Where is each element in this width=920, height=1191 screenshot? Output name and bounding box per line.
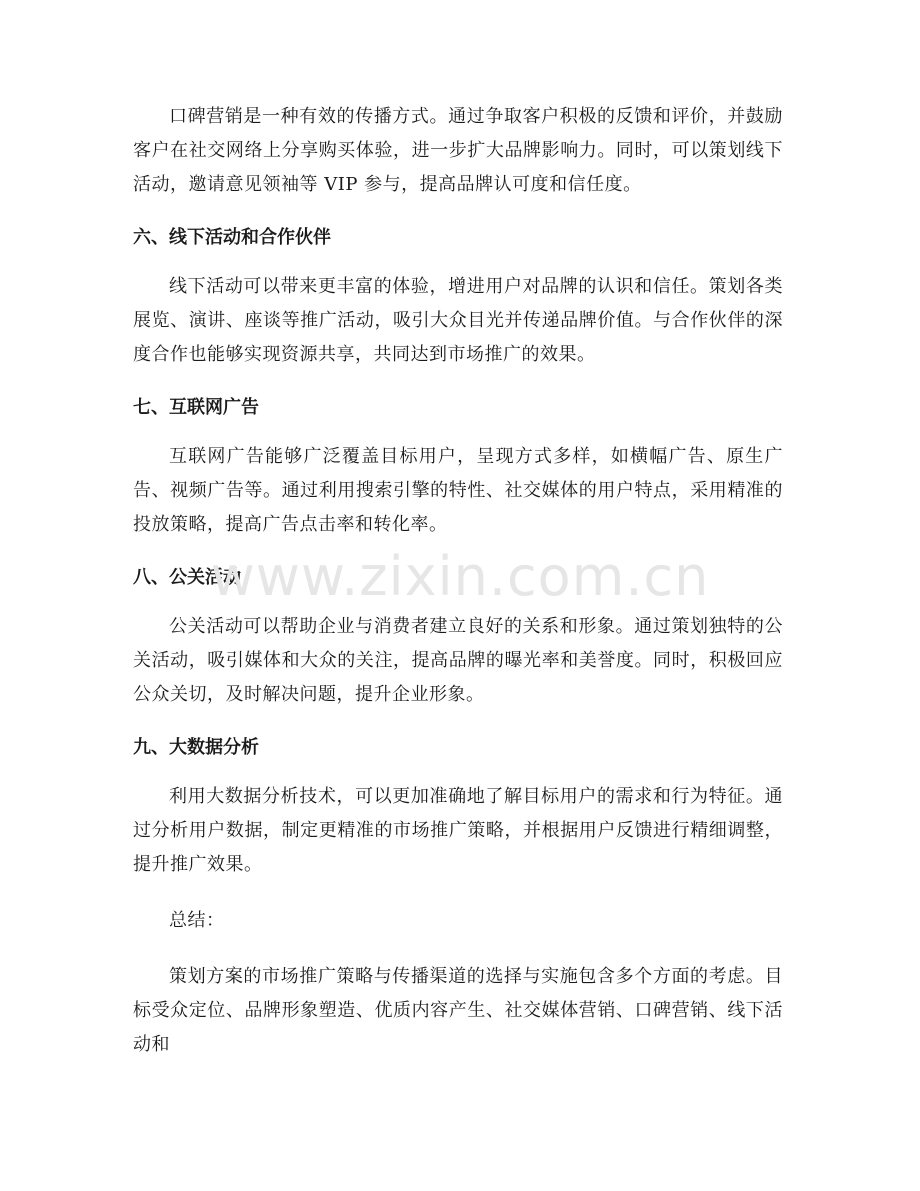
summary-paragraph: 策划方案的市场推广策略与传播渠道的选择与实施包含多个方面的考虑。目标受众定位、品牌形象塑造、优质内容产生、社交媒体营销、口碑营销、线下活动和	[133, 966, 783, 1055]
section-body-6: 线下活动可以带来更丰富的体验，增进用户对品牌的认识和信任。策划各类展览、演讲、座谈等推广活动，吸引大众目光并传递品牌价值。与合作伙伴的深度合作也能够实现资源共享，共同达到市场推广的效果。	[133, 276, 783, 365]
section-heading-9: 九、大数据分析	[133, 737, 259, 758]
section-heading-8: 八、公关活动	[133, 567, 241, 588]
section-heading-6: 六、线下活动和合作伙伴	[133, 227, 331, 248]
summary-label: 总结：	[169, 910, 225, 931]
intro-paragraph: 口碑营销是一种有效的传播方式。通过争取客户积极的反馈和评价，并鼓励客户在社交网络上分享购买体验，进一步扩大品牌影响力。同时，可以策划线下活动，邀请意见领袖等 VIP 参与，提高品牌认可度和信任度。	[133, 106, 783, 195]
section-body-8: 公关活动可以帮助企业与消费者建立良好的关系和形象。通过策划独特的公关活动，吸引媒体和大众的关注，提高品牌的曝光率和美誉度。同时，积极回应公众关切，及时解决问题，提升企业形象。	[133, 616, 783, 705]
section-body-7: 互联网广告能够广泛覆盖目标用户，呈现方式多样，如横幅广告、原生广告、视频广告等。通过利用搜索引擎的特性、社交媒体的用户特点，采用精准的投放策略，提高广告点击率和转化率。	[133, 446, 783, 535]
section-heading-7: 七、互联网广告	[133, 397, 259, 418]
document-page	[133, 100, 783, 1084]
watermark-text: www.zixin.com.cn	[210, 545, 710, 608]
section-body-9: 利用大数据分析技术，可以更加准确地了解目标用户的需求和行为特征。通过分析用户数据，制定更精准的市场推广策略，并根据用户反馈进行精细调整，提升推广效果。	[133, 786, 783, 875]
